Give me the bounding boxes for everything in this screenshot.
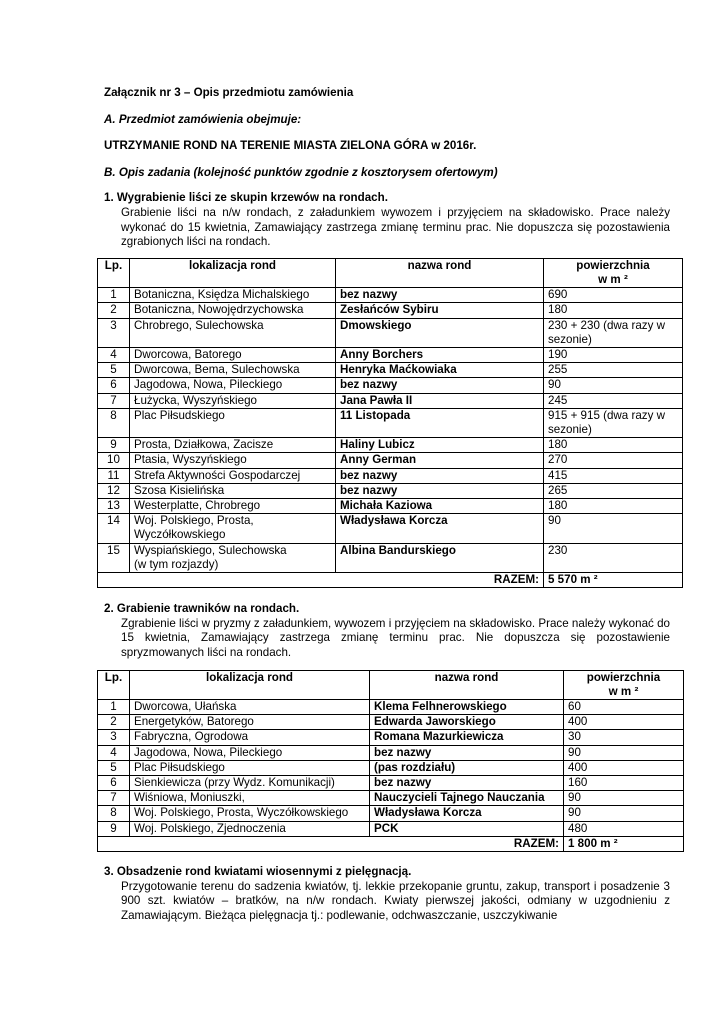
table-row — [98, 468, 683, 483]
total-label: RAZEM: — [98, 573, 544, 588]
cell-lp: 5 — [98, 363, 130, 378]
table-row — [98, 499, 683, 514]
cell-name: Edwarda Jaworskiego — [370, 715, 564, 730]
cell-location: Woj. Polskiego, Prosta, Wyczółkowskiego — [130, 514, 336, 543]
section-2-text: Zgrabienie liści w pryzmy z załadunkiem, wywozem i przyjęciem na składowisko. Prace należy wykonać do 15 kwietnia, Zamawiający zastrzega zmianę terminu prac. Nie dopuszcza się pozostawienie spryzmowanych liści na rondach. — [121, 616, 670, 659]
cell-lp: 4 — [98, 347, 130, 362]
section-2-title: 2. Grabienie trawników na rondach. — [104, 602, 300, 616]
cell-lp: 3 — [98, 318, 130, 347]
table-row — [98, 483, 683, 498]
table-row — [98, 543, 683, 572]
cell-area: 265 — [544, 483, 683, 498]
table-lawn-raking — [97, 670, 684, 852]
cell-name: 11 Listopada — [336, 408, 544, 437]
cell-location: Łużycka, Wyszyńskiego — [130, 393, 336, 408]
cell-name: bez nazwy — [336, 483, 544, 498]
cell-area: 90 — [564, 745, 684, 760]
header-lp: Lp. — [98, 258, 130, 287]
cell-location: Jagodowa, Nowa, Pileckiego — [130, 378, 336, 393]
cell-location: Botaniczna, Księdza Michalskiego — [130, 288, 336, 303]
cell-name: Anny Borchers — [336, 347, 544, 362]
header-area: powierzchnia w m ² — [564, 670, 684, 699]
cell-lp: 10 — [98, 453, 130, 468]
cell-area: 255 — [544, 363, 683, 378]
cell-name: Władysława Korcza — [336, 514, 544, 543]
section-1-title: 1. Wygrabienie liści ze skupin krzewów na rondach. — [104, 191, 388, 205]
cell-lp: 1 — [98, 700, 130, 715]
document-title: Załącznik nr 3 – Opis przedmiotu zamówienia — [104, 86, 354, 99]
cell-location: Dworcowa, Bema, Sulechowska — [130, 363, 336, 378]
cell-lp: 3 — [98, 730, 130, 745]
cell-area: 180 — [544, 499, 683, 514]
table-row — [98, 438, 683, 453]
cell-location: Energetyków, Batorego — [130, 715, 370, 730]
cell-area: 180 — [544, 303, 683, 318]
cell-area: 400 — [564, 715, 684, 730]
table-row — [98, 453, 683, 468]
cell-lp: 15 — [98, 543, 130, 572]
total-value: 1 800 m ² — [564, 836, 684, 851]
cell-location: Chrobrego, Sulechowska — [130, 318, 336, 347]
table-row — [98, 760, 684, 775]
cell-location: Fabryczna, Ogrodowa — [130, 730, 370, 745]
cell-location: Westerplatte, Chrobrego — [130, 499, 336, 514]
cell-area: 90 — [544, 514, 683, 543]
cell-lp: 4 — [98, 745, 130, 760]
table-total-row — [98, 836, 684, 851]
section-1-text: Grabienie liści na n/w rondach, z załadunkiem wywozem i przyjęciem na składowisko. Prace należy wykonać do 15 kwietnia, Zamawiający zastrzega zmianę terminu prac. Nie dopuszcza się pozostawienia zgrabionych liści na rondach. — [121, 205, 670, 249]
order-subject: UTRZYMANIE ROND NA TERENIE MIASTA ZIELONA GÓRA w 2016r. — [104, 139, 477, 153]
cell-area: 230 — [544, 543, 683, 572]
header-location: lokalizacja rond — [130, 670, 370, 699]
cell-lp: 6 — [98, 776, 130, 791]
cell-lp: 12 — [98, 483, 130, 498]
table-row — [98, 806, 684, 821]
cell-location: Dworcowa, Batorego — [130, 347, 336, 362]
cell-name: bez nazwy — [370, 776, 564, 791]
cell-lp: 5 — [98, 760, 130, 775]
cell-lp: 11 — [98, 468, 130, 483]
cell-lp: 13 — [98, 499, 130, 514]
cell-lp: 6 — [98, 378, 130, 393]
table-row — [98, 288, 683, 303]
table-header-row — [98, 258, 683, 287]
cell-location: Prosta, Działkowa, Zacisze — [130, 438, 336, 453]
total-label: RAZEM: — [98, 836, 564, 851]
table-row — [98, 821, 684, 836]
section-3-title: 3. Obsadzenie rond kwiatami wiosennymi z pielęgnacją. — [104, 865, 412, 879]
cell-location: Botaniczna, Nowojędrzychowska — [130, 303, 336, 318]
cell-area: 270 — [544, 453, 683, 468]
cell-area: 90 — [564, 791, 684, 806]
cell-name: Romana Mazurkiewicza — [370, 730, 564, 745]
cell-location: Wyspiańskiego, Sulechowska (w tym rozjazdy) — [130, 543, 336, 572]
table-leaf-raking — [97, 258, 683, 588]
cell-location: Sienkiewicza (przy Wydz. Komunikacji) — [130, 776, 370, 791]
cell-area: 180 — [544, 438, 683, 453]
cell-lp: 8 — [98, 408, 130, 437]
cell-location: Szosa Kisielińska — [130, 483, 336, 498]
cell-lp: 2 — [98, 715, 130, 730]
cell-lp: 14 — [98, 514, 130, 543]
cell-location: Strefa Aktywności Gospodarczej — [130, 468, 336, 483]
cell-area: 90 — [544, 378, 683, 393]
table-row — [98, 378, 683, 393]
table-body — [98, 288, 683, 573]
cell-name: Zesłańców Sybiru — [336, 303, 544, 318]
cell-location: Plac Piłsudskiego — [130, 408, 336, 437]
table-row — [98, 347, 683, 362]
cell-area: 190 — [544, 347, 683, 362]
table-row — [98, 303, 683, 318]
table-row — [98, 715, 684, 730]
cell-name: Władysława Korcza — [370, 806, 564, 821]
header-name: nazwa rond — [370, 670, 564, 699]
cell-lp: 9 — [98, 438, 130, 453]
cell-name: (pas rozdziału) — [370, 760, 564, 775]
cell-name: bez nazwy — [370, 745, 564, 760]
header-lp: Lp. — [98, 670, 130, 699]
cell-area: 415 — [544, 468, 683, 483]
cell-location: Jagodowa, Nowa, Pileckiego — [130, 745, 370, 760]
table-row — [98, 730, 684, 745]
cell-name: Henryka Maćkowiaka — [336, 363, 544, 378]
cell-name: bez nazwy — [336, 378, 544, 393]
total-value: 5 570 m ² — [544, 573, 683, 588]
section-a-heading: A. Przedmiot zamówienia obejmuje: — [104, 112, 302, 126]
cell-area: 480 — [564, 821, 684, 836]
table-body — [98, 700, 684, 837]
cell-area: 60 — [564, 700, 684, 715]
cell-name: bez nazwy — [336, 288, 544, 303]
header-area: powierzchnia w m ² — [544, 258, 683, 287]
header-name: nazwa rond — [336, 258, 544, 287]
cell-lp: 7 — [98, 791, 130, 806]
cell-name: Haliny Lubicz — [336, 438, 544, 453]
cell-area: 30 — [564, 730, 684, 745]
cell-area: 245 — [544, 393, 683, 408]
cell-area: 915 + 915 (dwa razy w sezonie) — [544, 408, 683, 437]
cell-name: Nauczycieli Tajnego Nauczania — [370, 791, 564, 806]
cell-location: Ptasia, Wyszyńskiego — [130, 453, 336, 468]
table-header-row — [98, 670, 684, 699]
cell-lp: 8 — [98, 806, 130, 821]
table-row — [98, 363, 683, 378]
table-row — [98, 514, 683, 543]
cell-lp: 2 — [98, 303, 130, 318]
cell-location: Dworcowa, Ułańska — [130, 700, 370, 715]
cell-area: 90 — [564, 806, 684, 821]
cell-name: PCK — [370, 821, 564, 836]
cell-area: 690 — [544, 288, 683, 303]
cell-lp: 7 — [98, 393, 130, 408]
cell-name: Dmowskiego — [336, 318, 544, 347]
cell-lp: 1 — [98, 288, 130, 303]
cell-name: Klema Felhnerowskiego — [370, 700, 564, 715]
cell-name: Albina Bandurskiego — [336, 543, 544, 572]
table-row — [98, 700, 684, 715]
section-3-text: Przygotowanie terenu do sadzenia kwiatów, tj. lekkie przekopanie gruntu, zakup, transport i posadzenie 3 900 szt. kwiatów – bratków, na n/w rondach. Kwiaty pierwszej jakości, odmiany w uzgodnieniu z Zamawiającym. Bieżąca pielęgnacja tj.: podlewanie, odchwaszczanie, uszczykiwanie — [121, 879, 670, 922]
table-row — [98, 318, 683, 347]
table-total-row — [98, 573, 683, 588]
table-row — [98, 393, 683, 408]
section-b-heading: B. Opis zadania (kolejność punktów zgodnie z kosztorysem ofertowym) — [104, 165, 498, 179]
cell-location: Woj. Polskiego, Prosta, Wyczółkowskiego — [130, 806, 370, 821]
table-row — [98, 776, 684, 791]
cell-area: 400 — [564, 760, 684, 775]
cell-name: Anny German — [336, 453, 544, 468]
cell-name: Michała Kaziowa — [336, 499, 544, 514]
header-location: lokalizacja rond — [130, 258, 336, 287]
cell-name: Jana Pawła II — [336, 393, 544, 408]
cell-location: Plac Piłsudskiego — [130, 760, 370, 775]
cell-lp: 9 — [98, 821, 130, 836]
cell-location: Woj. Polskiego, Zjednoczenia — [130, 821, 370, 836]
table-row — [98, 745, 684, 760]
table-row — [98, 791, 684, 806]
table-row — [98, 408, 683, 437]
cell-name: bez nazwy — [336, 468, 544, 483]
cell-location: Wiśniowa, Moniuszki, — [130, 791, 370, 806]
cell-area: 230 + 230 (dwa razy w sezonie) — [544, 318, 683, 347]
document-page — [104, 84, 670, 923]
cell-area: 160 — [564, 776, 684, 791]
